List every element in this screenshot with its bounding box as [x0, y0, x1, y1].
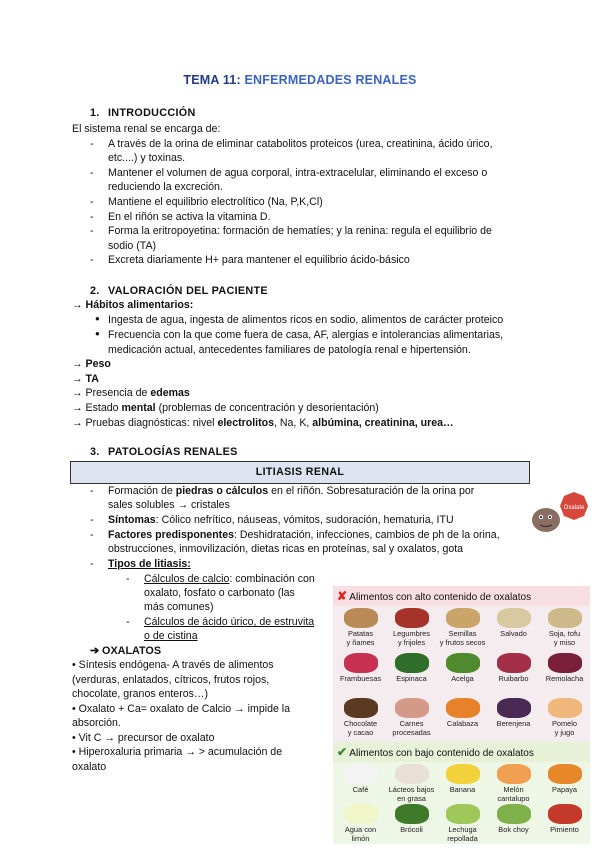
food-label: Banana — [449, 785, 476, 794]
list-item: - Mantiene el equilibrio electrolítico (Na, P,K,Cl) — [108, 195, 323, 209]
section-2-heading: 2. VALORACIÓN DEL PACIENTE — [90, 285, 268, 297]
cross-icon: ✘ — [337, 589, 348, 603]
list-item-cont: obstrucciones, inmovilización, dietas ricas en proteínas, sal y oxalatos, gota — [108, 543, 464, 555]
sub-list-item-cont: más comunes) — [144, 601, 214, 613]
high-oxalate-food-image — [548, 653, 582, 673]
low-oxalate-food-image — [395, 804, 429, 824]
low-oxalate-food-image — [548, 804, 582, 824]
high-oxalate-food-image — [344, 698, 378, 718]
food-label: procesadas — [392, 727, 431, 737]
check-icon: ✔ — [337, 745, 348, 759]
low-oxalate-food-image — [497, 764, 531, 784]
food-label: Agua con — [344, 825, 377, 834]
high-oxalate-food-image — [548, 698, 582, 718]
oxalatos-line: absorción. — [72, 717, 121, 729]
food-label: Patatas — [347, 629, 374, 638]
low-oxalate-food-image — [548, 764, 582, 784]
food-label: y ñames — [346, 637, 375, 647]
food-label: Espinaca — [396, 674, 427, 683]
oxalatos-line: • Síntesis endógena- A través de alimentos — [72, 659, 274, 671]
oxalatos-heading: ➔ OXALATOS — [90, 645, 162, 657]
food-label: Ruibarbo — [498, 674, 529, 683]
high-oxalate-food-item — [437, 698, 488, 729]
low-oxalate-food-item — [437, 804, 488, 843]
list-item: - Factores predisponentes: Deshidratación, infecciones, cambios de ph de la orina, — [108, 528, 500, 542]
food-label: Remolacha — [545, 674, 584, 683]
low-oxalate-food-item — [539, 764, 590, 795]
oxalatos-line: chocolate, granos enteros…) — [72, 688, 209, 700]
sub-list-item-cont: oxalato, fosfato o carbonato (las — [144, 587, 295, 599]
food-label: Acelga — [451, 674, 474, 683]
food-label: Pomelo — [551, 719, 578, 728]
sub-list-item: - Cálculos de ácido úrico, de estruvita — [144, 615, 314, 629]
high-oxalate-food-item — [539, 608, 590, 647]
high-oxalate-food-item — [437, 608, 488, 647]
high-oxalate-food-image — [395, 653, 429, 673]
food-label: Café — [352, 785, 369, 794]
food-label: Salvado — [500, 629, 527, 638]
high-oxalate-food-item — [386, 698, 437, 737]
food-label: Papaya — [551, 785, 578, 794]
sub-list-item-cont: o de cistina — [144, 630, 198, 642]
low-oxalate-food-item — [386, 764, 437, 803]
page-title: TEMA 11: ENFERMEDADES RENALES — [183, 73, 417, 87]
kidney-stone-cartoon — [528, 492, 588, 536]
food-label: Melón cantalupo — [497, 785, 530, 803]
food-label: Bok choy — [498, 825, 529, 834]
estado-line: → Estado mental (problemas de concentración y desorientación) — [72, 402, 379, 414]
food-label: Pimiento — [550, 825, 579, 834]
list-item: - Formación de piedras o cálculos en el riñón. Sobresaturación de la orina por — [108, 484, 474, 498]
food-label: Chocolate — [343, 719, 378, 728]
low-oxalate-food-item — [335, 804, 386, 843]
food-label: y frijoles — [397, 637, 426, 647]
high-oxalate-food-image — [395, 608, 429, 628]
food-label: Frambuesas — [339, 674, 382, 683]
edemas-line: → Presencia de edemas — [72, 387, 190, 399]
food-label: Lácteos bajos en grasa — [388, 785, 435, 803]
section-1-heading: 1. INTRODUCCIÓN — [90, 107, 196, 119]
low-oxalate-food-item — [488, 764, 539, 803]
food-label: Legumbres — [393, 629, 430, 638]
high-oxalate-food-image — [497, 653, 531, 673]
high-oxalate-food-item — [488, 653, 539, 684]
high-oxalate-food-item — [488, 698, 539, 729]
food-label: Berenjena — [496, 719, 531, 728]
low-oxalate-food-image — [446, 804, 480, 824]
food-label: y frutos secos — [439, 637, 486, 647]
high-oxalate-food-item — [488, 608, 539, 639]
bullet-item: ● Frecuencia con la que come fuera de casa, AF, alergias e intolerancias alimentarias, — [108, 328, 503, 342]
list-item: - A través de la orina de eliminar catabolitos proteicos (urea, creatinina, ácido úrico, — [108, 137, 493, 151]
bullet-item-cont: medicación actual, antecedentes familiares de patología renal e hipertensión. — [108, 344, 471, 356]
low-oxalate-food-item — [335, 764, 386, 795]
food-label: Lechuga — [448, 825, 477, 834]
high-oxalate-food-image — [446, 608, 480, 628]
low-oxalate-food-item — [386, 804, 437, 835]
high-oxalate-food-item — [539, 653, 590, 684]
ta-line: → TA — [72, 373, 99, 385]
low-oxalate-food-item — [539, 804, 590, 835]
sub-list-item: - Cálculos de calcio: combinación con — [144, 572, 315, 586]
oxalatos-line: • Oxalato + Ca= oxalato de Calcio → impide la — [72, 703, 291, 715]
oxalate-foods-infographic — [333, 586, 590, 844]
high-oxalate-food-item — [437, 653, 488, 684]
low-oxalate-food-item — [488, 804, 539, 835]
food-label: Semillas — [448, 629, 477, 638]
low-oxalate-food-item — [437, 764, 488, 795]
pruebas-line: → Pruebas diagnósticas: nivel electrolitos, Na, K, albúmina, creatinina, urea… — [72, 417, 454, 429]
food-label: repollada — [447, 833, 478, 843]
oxalatos-line: • Vit C → precursor de oxalato — [72, 732, 215, 744]
high-oxalate-food-image — [344, 608, 378, 628]
food-label: Brócoli — [400, 825, 423, 834]
food-label: y cacao — [347, 727, 374, 737]
high-oxalate-food-item — [335, 608, 386, 647]
high-oxalate-food-image — [497, 608, 531, 628]
low-oxalate-food-image — [497, 804, 531, 824]
food-label: y jugo — [554, 727, 575, 737]
high-oxalate-food-image — [548, 608, 582, 628]
oxalatos-line: (verduras, enlatados, cítricos, frutos rojos, — [72, 674, 270, 686]
list-item: - Forma la eritropoyetina: formación de hematíes; y la renina: regula el equilibrio de — [108, 224, 492, 238]
list-item: - Mantener el volumen de agua corporal, intra-extracelular, eliminando el exceso o — [108, 166, 487, 180]
peso-line: → Peso — [72, 358, 111, 370]
low-oxalate-food-image — [446, 764, 480, 784]
habitos-line: → Hábitos alimentarios: — [72, 299, 194, 311]
section-3-heading: 3. PATOLOGÍAS RENALES — [90, 446, 238, 458]
low-oxalate-food-image — [344, 764, 378, 784]
high-oxalate-food-image — [446, 653, 480, 673]
high-oxalate-food-item — [386, 653, 437, 684]
high-oxalate-food-image — [344, 653, 378, 673]
high-oxalate-food-item — [386, 608, 437, 647]
food-label: Soja, tofu — [548, 629, 581, 638]
high-oxalate-food-item — [335, 653, 386, 684]
high-oxalate-food-image — [497, 698, 531, 718]
high-oxalate-food-item — [335, 698, 386, 737]
food-label: Calabaza — [446, 719, 479, 728]
food-label: Carnes — [399, 719, 424, 728]
high-oxalate-food-image — [395, 698, 429, 718]
list-item: - Excreta diariamente H+ para mantener el equilibrio ácido-básico — [108, 253, 410, 267]
oxalatos-line: oxalato — [72, 761, 107, 773]
litiasis-box: LITIASIS RENAL — [70, 461, 530, 484]
low-oxalate-food-image — [344, 804, 378, 824]
list-item: - En el riñón se activa la vitamina D. — [108, 210, 271, 224]
high-oxalate-food-item — [539, 698, 590, 737]
list-item: - Tipos de litiasis: — [108, 557, 191, 571]
low-oxalate-food-image — [395, 764, 429, 784]
high-oxalate-food-image — [446, 698, 480, 718]
list-item-cont: reduciendo la excreción. — [108, 181, 223, 193]
bullet-item: ● Ingesta de agua, ingesta de alimentos ricos en sodio, alimentos de carácter proteico — [108, 313, 503, 327]
list-item: - Síntomas: Cólico nefrítico, náuseas, vómitos, sudoración, hematuria, ITU — [108, 513, 454, 527]
oxalatos-line: • Hiperoxaluria primaria → > acumulación de — [72, 746, 283, 758]
food-label: limón — [351, 833, 370, 843]
list-item-cont: sodio (TA) — [108, 240, 157, 252]
low-oxalate-header: ✔ Alimentos con bajo contenido de oxalatos — [333, 742, 590, 762]
high-oxalate-header: ✘ Alimentos con alto contenido de oxalatos — [333, 586, 590, 606]
intro-text: El sistema renal se encarga de: — [72, 123, 221, 135]
svg-text:Oxalate: Oxalate — [563, 505, 585, 511]
food-label: y miso — [553, 637, 576, 647]
list-item-cont: etc....) y toxinas. — [108, 152, 186, 164]
list-item-cont: sales solubles → cristales — [108, 499, 230, 511]
